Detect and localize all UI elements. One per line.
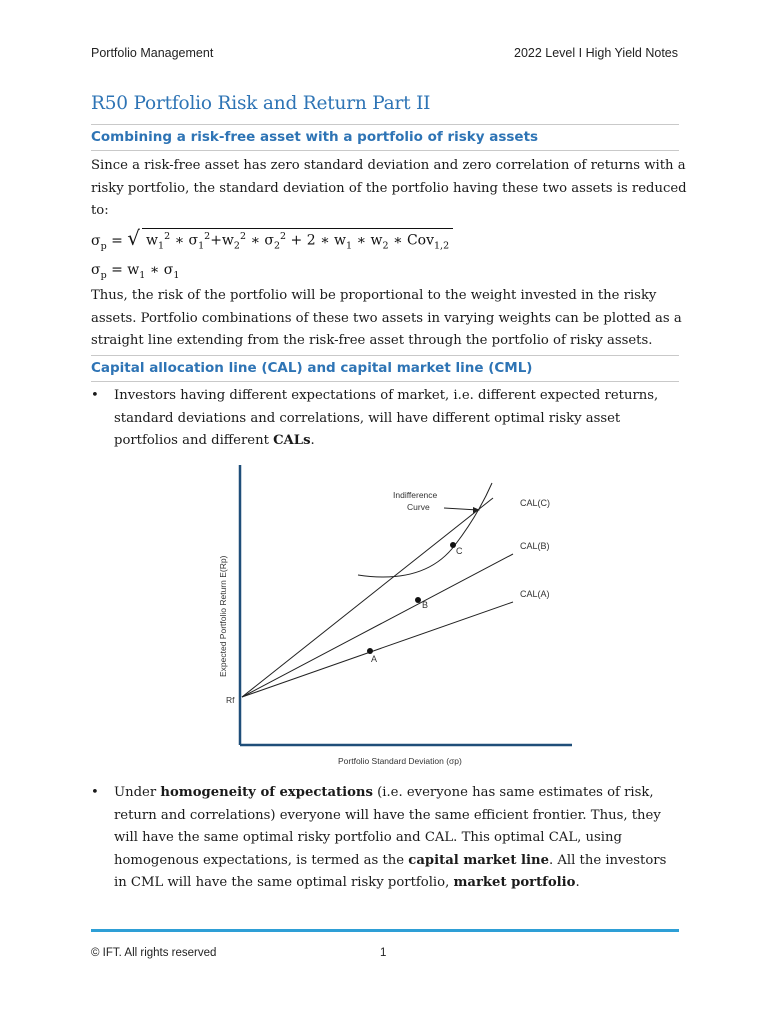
page-number: 1: [380, 947, 387, 959]
point-b-label: B: [422, 600, 429, 610]
rf-label: Rf: [226, 695, 235, 705]
page-title: R50 Portfolio Risk and Return Part II: [91, 93, 431, 114]
bullet1-text: Investors having different expectations of market, i.e. different expected returns, standard deviations and correlations, will have different optimal risky asset portfolios and different: [114, 388, 659, 448]
x-axis-label: Portfolio Standard Deviation (σp): [338, 756, 462, 766]
y-axis-label: Expected Portfolio Return E(Rp): [218, 555, 228, 677]
indifference-arrow: [444, 508, 478, 510]
section-heading-risk-free: Combining a risk-free asset with a portfolio of risky assets: [91, 124, 679, 151]
indifference-label-1: Indifference: [393, 490, 438, 500]
header-left: Portfolio Management: [91, 46, 214, 60]
bold-market-portfolio: market portfolio: [453, 875, 576, 890]
bullet-dot: •: [91, 785, 99, 800]
equation-portfolio-sd: $\sigma_p$ = √ $w_1^2$ ∗ $\sigma_1^2+w_2^2$ ∗ $\sigma_2^2 + 2$ ∗ $w_1$ ∗ $w_2$ ∗ Cov$_{1,2}$: [91, 226, 453, 252]
bold-capital-market-line: capital market line: [408, 852, 549, 868]
point-a-label: A: [371, 654, 378, 664]
cal-a-label: CAL(A): [520, 589, 550, 599]
cal-chart: [200, 455, 585, 780]
cal-c-label: CAL(C): [520, 498, 551, 508]
cal-b-label: CAL(B): [520, 541, 550, 551]
cal-c-line: [242, 498, 493, 697]
bold-homogeneity: homogeneity of expectations: [160, 785, 373, 800]
intro-paragraph: Since a risk-free asset has zero standard deviation and zero correlation of returns with a risky portfolio, the standard deviation of the portfolio having these two assets is reduced to:: [91, 158, 687, 218]
footer-rule: [91, 929, 679, 932]
equation-reduced-sd: $\sigma_p = w_1$ ∗ $\sigma_1$: [91, 262, 180, 281]
point-c-label: C: [456, 546, 463, 556]
cal-b-line: [242, 554, 513, 697]
point-b-marker: [415, 597, 421, 603]
bullet1-bold: CALs: [273, 433, 311, 448]
cal-a-line: [242, 602, 513, 697]
indifference-label-2: Curve: [407, 502, 430, 512]
footer-copyright: © IFT. All rights reserved: [91, 947, 217, 959]
bullet-dot: •: [91, 388, 99, 403]
header-right: 2022 Level I High Yield Notes: [514, 46, 678, 60]
risk-proportional-paragraph: Thus, the risk of the portfolio will be proportional to the weight invested in the risky assets. Portfolio combinations of these two assets in varying weights can be plotted as a straight line extending from the risk-free asset through the portfolio of risky assets.: [91, 288, 682, 348]
section-heading-cal-cml: Capital allocation line (CAL) and capital market line (CML): [91, 355, 679, 382]
